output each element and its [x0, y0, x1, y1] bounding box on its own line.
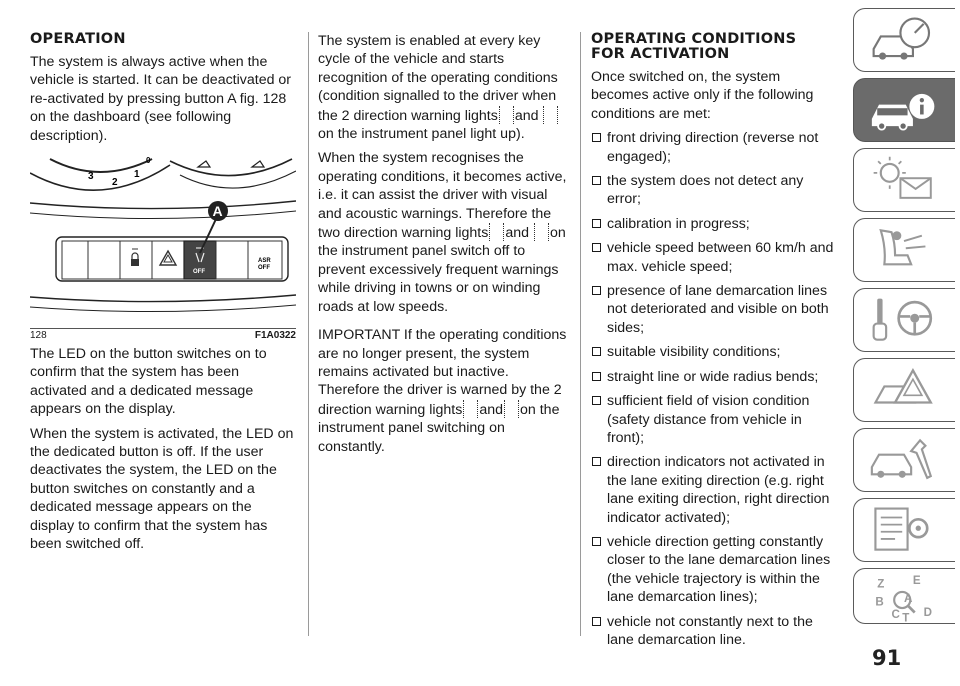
lane-warning-light-icon — [504, 400, 519, 418]
tab-safety[interactable] — [853, 218, 955, 282]
column-operating-conditions — [591, 32, 841, 655]
column-divider-1 — [308, 32, 309, 636]
svg-text:2: 2 — [112, 177, 118, 189]
tab-knowing-instrument-panel[interactable] — [853, 78, 955, 142]
operation-paragraph-3: When the system is activated, the LED on the dedicated button is off. If the user deactivates the system, the LED on the button switches on constantly and a dedicated message appears on the display to confirm that the system has been switched off. — [30, 425, 294, 553]
list-item: sufficient field of vision condition (safety distance from vehicle in front); — [591, 392, 841, 447]
operation-paragraph-1: The system is always active when the vehicle is started. It can be deactivated or re-activated by pressing button A fig. 128 on the dashboard (see following description). — [30, 54, 292, 144]
chapter-sidebar — [853, 0, 960, 686]
dashboard-illustration — [30, 151, 296, 323]
hazard-breakdown-icon — [864, 365, 944, 415]
svg-text:OFF: OFF — [258, 265, 270, 272]
index-letter: B — [875, 595, 884, 609]
figure-dashboard-button — [30, 151, 296, 342]
important-paragraph: IMPORTANT If the operating conditions are no longer present, the system remains activated but inactive. Therefore the driver is warned by the 2 direction warning lights and on the instrument panel switching on constantly. — [318, 327, 567, 455]
conditions-intro: Once switched on, the system becomes active only if the following conditions are met: — [591, 69, 814, 122]
column-operation — [30, 32, 296, 560]
figure-number: 128 — [30, 330, 47, 342]
operation-paragraph-2: The LED on the button switches on to confirm that the system has been activated and a dedicated message appears on the display. — [30, 346, 267, 418]
svg-text:ASR: ASR — [258, 258, 271, 265]
heading-operation: OPERATION — [30, 31, 126, 47]
lane-warning-light-icon — [534, 223, 549, 241]
tab-servicing-care[interactable] — [853, 428, 955, 492]
tab-emergency[interactable] — [853, 358, 955, 422]
index-letter: D — [923, 606, 933, 620]
lane-warning-light-icon — [489, 223, 504, 241]
list-item: suitable visibility conditions; — [591, 343, 841, 361]
list-item: direction indicators not activated in the lane exiting direction (e.g. right lane exiting direction, right direction indicator activated); — [591, 453, 841, 527]
index-letter: E — [912, 575, 921, 587]
key-steering-wheel-icon — [864, 295, 944, 345]
index-letter: C — [891, 607, 900, 621]
enable-paragraph: The system is enabled at every key cycle of the vehicle and starts recognition of the operating conditions (condition signalled to the driver when the 2 direction warning lights and on the instrument panel light up). — [318, 33, 558, 143]
list-item: vehicle speed between 60 km/h and max. vehicle speed; — [591, 239, 841, 276]
lane-warning-light-icon — [463, 400, 478, 418]
car-wrench-icon — [864, 435, 944, 485]
figure-code: F1A0322 — [254, 330, 296, 342]
tab-warning-lights[interactable] — [853, 148, 955, 212]
list-item: calibration in progress; — [591, 215, 841, 233]
lane-warning-light-icon — [499, 106, 514, 124]
heading-operating-conditions: OPERATING CONDITIONS FOR ACTIVATION — [591, 31, 797, 62]
figure-caption — [30, 328, 296, 343]
column-system-enable — [318, 32, 572, 462]
tab-technical-specifications[interactable] — [853, 498, 955, 562]
conditions-list — [591, 129, 841, 649]
list-item: front driving direction (reverse not engaged); — [591, 129, 841, 166]
tab-knowing-the-car[interactable] — [853, 8, 955, 72]
page-number: 91 — [872, 646, 902, 670]
list-item: presence of lane demarcation lines not deteriorated and visible on both sides; — [591, 282, 841, 337]
svg-text:OFF: OFF — [193, 269, 205, 276]
column-divider-2 — [580, 32, 581, 636]
svg-text:1: 1 — [134, 169, 140, 181]
document-gear-icon — [864, 505, 944, 555]
list-item: vehicle direction getting constantly closer to the lane demarcation lines (the vehicle trajectory is within the lane demarcation lines); — [591, 533, 841, 607]
svg-text:A: A — [212, 203, 223, 220]
car-info-icon — [864, 85, 944, 135]
seat-airbag-icon — [864, 225, 944, 275]
svg-text:3: 3 — [88, 171, 94, 183]
tab-alphabetical-index[interactable] — [853, 568, 955, 624]
warning-light-envelope-icon — [864, 155, 944, 205]
car-speedometer-icon — [864, 15, 944, 65]
tab-starting-driving[interactable] — [853, 288, 955, 352]
lane-warning-light-icon — [543, 106, 558, 124]
list-item: straight line or wide radius bends; — [591, 368, 841, 386]
index-letter: T — [902, 611, 910, 625]
alphabet-index-icon — [864, 575, 944, 625]
svg-text:0: 0 — [146, 156, 151, 166]
list-item: the system does not detect any error; — [591, 172, 841, 209]
index-letter: Z — [877, 577, 885, 591]
list-item: vehicle not constantly next to the lane demarcation line. — [591, 613, 841, 650]
index-letter: A — [904, 591, 913, 605]
recognition-paragraph: When the system recognises the operating conditions, it becomes active, i.e. it can assist the driver with visual and acoustic warnings. Therefore the two direction warning lights and on the instrument panel switch off to prevent excessively frequent warnings while driving in towns or on winding roads at low speeds. — [318, 150, 567, 315]
